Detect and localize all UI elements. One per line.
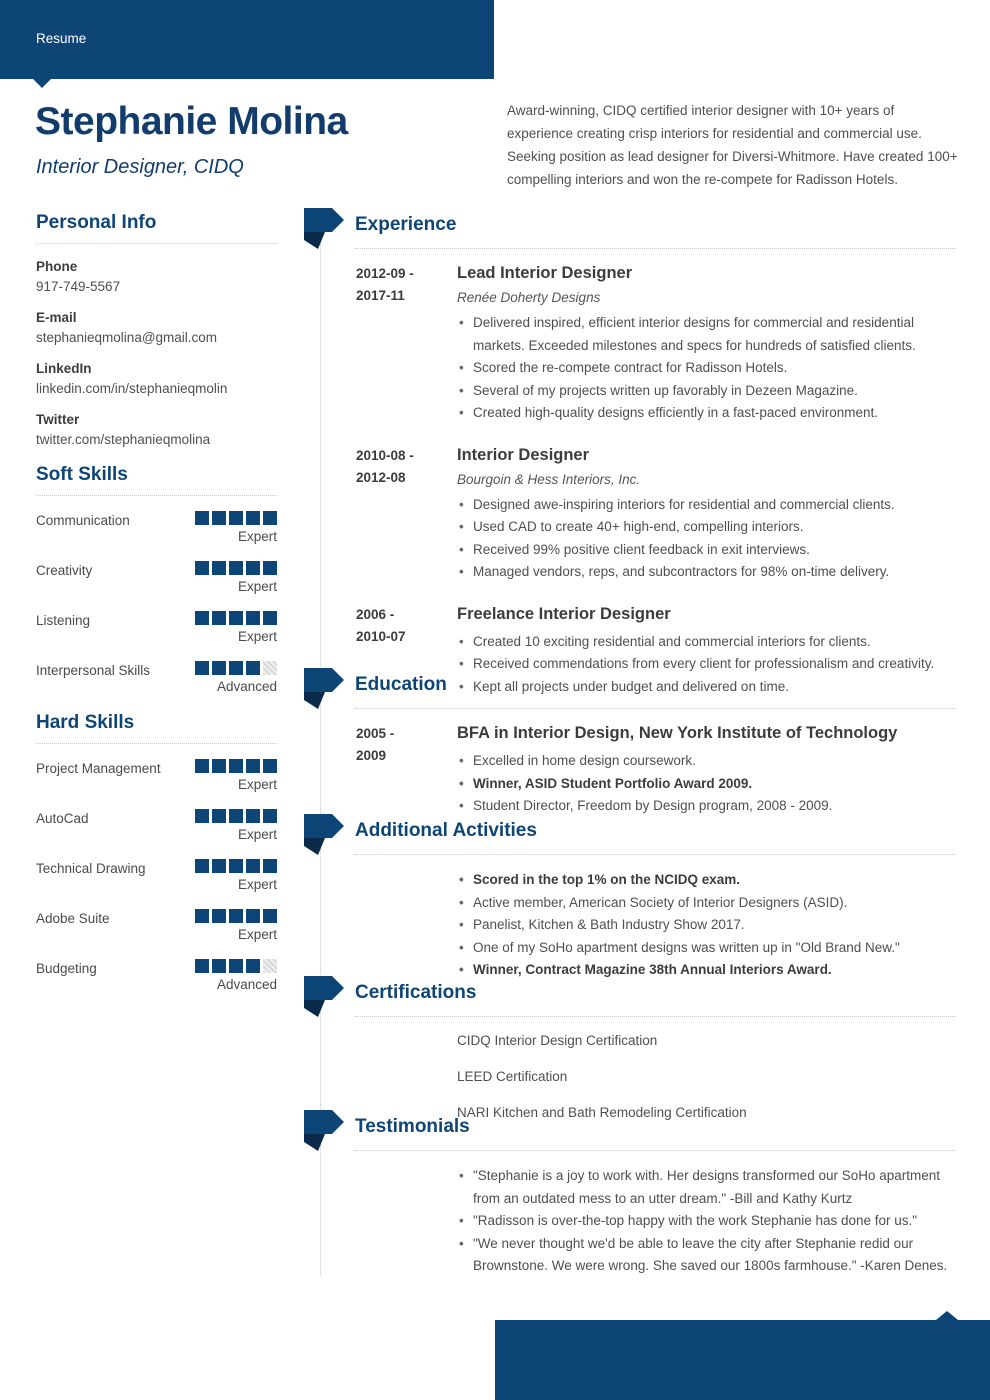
bullet-item: • Scored in the top 1% on the NCIDQ exam. <box>457 869 955 892</box>
rating-squares-icon <box>195 959 277 973</box>
date-from: 2005 - <box>356 726 395 741</box>
entry-company: Renée Doherty Designs <box>457 290 601 305</box>
email-label: E-mail <box>36 310 77 325</box>
bullet-item: • Scored the re-compete contract for Radisson Hotels. <box>457 357 955 380</box>
rating-squares-icon <box>195 909 277 923</box>
skill-name: Interpersonal Skills <box>36 663 151 678</box>
personal-info-item <box>36 361 277 396</box>
bullet-item: • "We never thought we'd be able to leave the city after Stephanie redid our Brownstone. We were wrong. She saved our 1800s farmhouse." -Karen Denes. <box>457 1233 955 1278</box>
skill-level: Expert <box>237 827 277 842</box>
testimonials-section <box>304 1114 955 1278</box>
skill-name: AutoCad <box>36 811 89 826</box>
skill-row <box>36 809 277 842</box>
twitter-value: twitter.com/stephanieqmolina <box>36 432 211 447</box>
bullet-item: • "Stephanie is a joy to work with. Her designs transformed our SoHo apartment from an outdated mess to an utter dream." -Bill and Kathy Kurtz <box>457 1165 955 1210</box>
section-header <box>304 1114 955 1151</box>
section-header <box>304 818 955 855</box>
skill-rating <box>195 859 277 892</box>
section-header <box>304 672 955 709</box>
additional-activities-section <box>304 818 955 982</box>
bullet-item: • Panelist, Kitchen & Bath Industry Show 2017. <box>457 914 955 937</box>
skill-row <box>36 561 277 594</box>
job-title-subtitle: Interior Designer, CIDQ <box>36 156 244 178</box>
skill-level: Advanced <box>216 679 277 694</box>
skill-row <box>36 611 277 644</box>
summary-text: Award-winning, CIDQ certified interior designer with 10+ years of experience creating crisp interiors for residential and commercial use. Seeking position as lead designer for Diversi-Whitmore. Have created 100+ compelling interiors and won the re-compete for Radisson Hotels. <box>507 103 958 187</box>
page-title: Stephanie Molina <box>35 100 348 143</box>
ribbon-arrow-icon <box>304 976 348 1018</box>
top-banner <box>0 0 494 79</box>
skill-rating <box>195 611 277 644</box>
skill-row <box>36 661 277 694</box>
phone-label: Phone <box>36 259 78 274</box>
skill-level: Expert <box>237 579 277 594</box>
phone-value: 917-749-5567 <box>36 279 121 294</box>
rating-squares-icon <box>195 561 277 575</box>
skill-row <box>36 759 277 792</box>
rating-squares-icon <box>195 511 277 525</box>
skill-name: Adobe Suite <box>36 911 110 926</box>
ribbon-arrow-icon <box>304 1110 348 1152</box>
bullet-item: • Received commendations from every client for professionalism and creativity. <box>457 653 955 676</box>
entry-title: BFA in Interior Design, New York Institute of Technology <box>457 724 898 742</box>
skill-rating <box>195 909 277 942</box>
education-entry <box>356 723 955 818</box>
personal-info-section <box>36 212 277 463</box>
date-to: 2010-07 <box>356 628 406 644</box>
bullet-item: • Created high-quality designs efficiently in a fast-paced environment. <box>457 402 955 425</box>
skill-name: Creativity <box>36 563 93 578</box>
bullet-item: • Winner, Contract Magazine 38th Annual Interiors Award. <box>457 959 955 982</box>
twitter-label: Twitter <box>36 412 80 427</box>
certification-item: CIDQ Interior Design Certification <box>457 1033 658 1048</box>
bullet-item: • Delivered inspired, efficient interior designs for commercial and residential markets. Exceeded milestones and specs for hundreds of satisfied clients. <box>457 312 955 357</box>
bullet-item: • Excelled in home design coursework. <box>457 750 955 773</box>
entry-dates <box>356 445 457 584</box>
linkedin-label: LinkedIn <box>36 361 92 376</box>
skill-level: Expert <box>237 629 277 644</box>
bullet-item: • Winner, ASID Student Portfolio Award 2009. <box>457 773 955 796</box>
additional-activities-heading: Additional Activities <box>355 820 537 841</box>
skill-rating <box>195 809 277 842</box>
entry-dates <box>356 723 457 818</box>
ribbon-arrow-icon <box>304 814 348 856</box>
soft-skills-heading: Soft Skills <box>36 464 277 496</box>
education-section <box>304 672 955 818</box>
bullet-item: • Designed awe-inspiring interiors for residential and commercial clients. <box>457 494 955 517</box>
bullet-item: • "Radisson is over-the-top happy with the work Stephanie has done for us." <box>457 1210 955 1233</box>
entry-company: Bourgoin & Hess Interiors, Inc. <box>457 471 641 487</box>
entry-title: Lead Interior Designer <box>457 264 633 282</box>
bullet-item: • Created 10 exciting residential and commercial interiors for clients. <box>457 631 955 654</box>
skill-name: Listening <box>36 613 91 628</box>
experience-section <box>304 212 955 698</box>
date-from: 2006 - <box>356 606 395 622</box>
tab-resume[interactable]: Resume <box>36 31 87 46</box>
bullet-item: • Active member, American Society of Interior Designers (ASID). <box>457 892 955 915</box>
bullet-list <box>457 869 955 982</box>
skill-level: Expert <box>237 777 277 792</box>
experience-heading: Experience <box>355 214 457 235</box>
skill-row <box>36 859 277 892</box>
experience-entry <box>356 263 955 425</box>
bullet-item: • Kept all projects under budget and delivered on time. <box>457 676 955 699</box>
triangle-down-icon <box>33 79 51 88</box>
section-header <box>304 212 955 249</box>
bullet-list <box>457 750 955 818</box>
bullet-item: • Managed vendors, reps, and subcontractors for 98% on-time delivery. <box>457 561 955 584</box>
rating-squares-icon <box>195 809 277 823</box>
skill-level: Expert <box>237 877 277 892</box>
skill-name: Project Management <box>36 761 161 776</box>
skill-rating <box>195 959 277 992</box>
bullet-list <box>457 312 955 425</box>
section-header <box>304 980 955 1017</box>
bottom-banner <box>495 1320 990 1400</box>
bullet-item: • Received 99% positive client feedback in exit interviews. <box>457 539 955 562</box>
bullet-item: • One of my SoHo apartment designs was written up in "Old Brand New." <box>457 937 955 960</box>
skill-rating <box>195 511 277 544</box>
skill-level: Expert <box>237 529 277 544</box>
rating-squares-icon <box>195 859 277 873</box>
personal-info-item <box>36 259 277 294</box>
bullet-list <box>457 494 955 584</box>
hard-skills-section <box>36 712 277 1009</box>
email-value: stephanieqmolina@gmail.com <box>36 330 218 345</box>
bullet-list <box>457 1165 955 1278</box>
hard-skills-heading: Hard Skills <box>36 712 277 744</box>
entry-dates <box>356 263 457 425</box>
certification-item: LEED Certification <box>457 1069 568 1084</box>
ribbon-arrow-icon <box>304 208 348 250</box>
bullet-item: • Used CAD to create 40+ high-end, compelling interiors. <box>457 516 955 539</box>
ribbon-arrow-icon <box>304 668 348 710</box>
skill-row <box>36 909 277 942</box>
skill-row <box>36 511 277 544</box>
triangle-up-icon <box>936 1311 958 1320</box>
bullet-item: • Student Director, Freedom by Design program, 2008 - 2009. <box>457 795 955 818</box>
rating-squares-icon <box>195 661 277 675</box>
personal-info-item <box>36 412 277 447</box>
certifications-heading: Certifications <box>355 982 477 1003</box>
date-to: 2012-08 <box>356 469 406 485</box>
bullet-item: • Several of my projects written up favorably in Dezeen Magazine. <box>457 380 955 403</box>
certification-item: NARI Kitchen and Bath Remodeling Certification <box>457 1105 747 1120</box>
linkedin-value: linkedin.com/in/stephanieqmolin <box>36 381 228 396</box>
skill-level: Expert <box>237 927 277 942</box>
soft-skills-section <box>36 464 277 711</box>
skill-rating <box>195 661 277 694</box>
date-from: 2010-08 - <box>356 447 414 463</box>
skill-name: Budgeting <box>36 961 97 976</box>
rating-squares-icon <box>195 611 277 625</box>
experience-entry <box>356 445 955 584</box>
rating-squares-icon <box>195 759 277 773</box>
skill-name: Technical Drawing <box>36 861 146 876</box>
entry-title: Freelance Interior Designer <box>457 604 671 623</box>
testimonials-heading: Testimonials <box>355 1116 470 1137</box>
skill-rating <box>195 759 277 792</box>
personal-info-heading: Personal Info <box>36 212 277 244</box>
date-to: 2009 <box>356 748 387 763</box>
personal-info-item <box>36 310 277 345</box>
skill-row <box>36 959 277 992</box>
skill-name: Communication <box>36 513 130 528</box>
skill-rating <box>195 561 277 594</box>
date-from: 2012-09 - <box>356 266 414 281</box>
date-to: 2017-11 <box>356 288 405 303</box>
skill-level: Advanced <box>216 977 277 992</box>
entry-title: Interior Designer <box>457 445 590 464</box>
education-heading: Education <box>355 674 447 695</box>
